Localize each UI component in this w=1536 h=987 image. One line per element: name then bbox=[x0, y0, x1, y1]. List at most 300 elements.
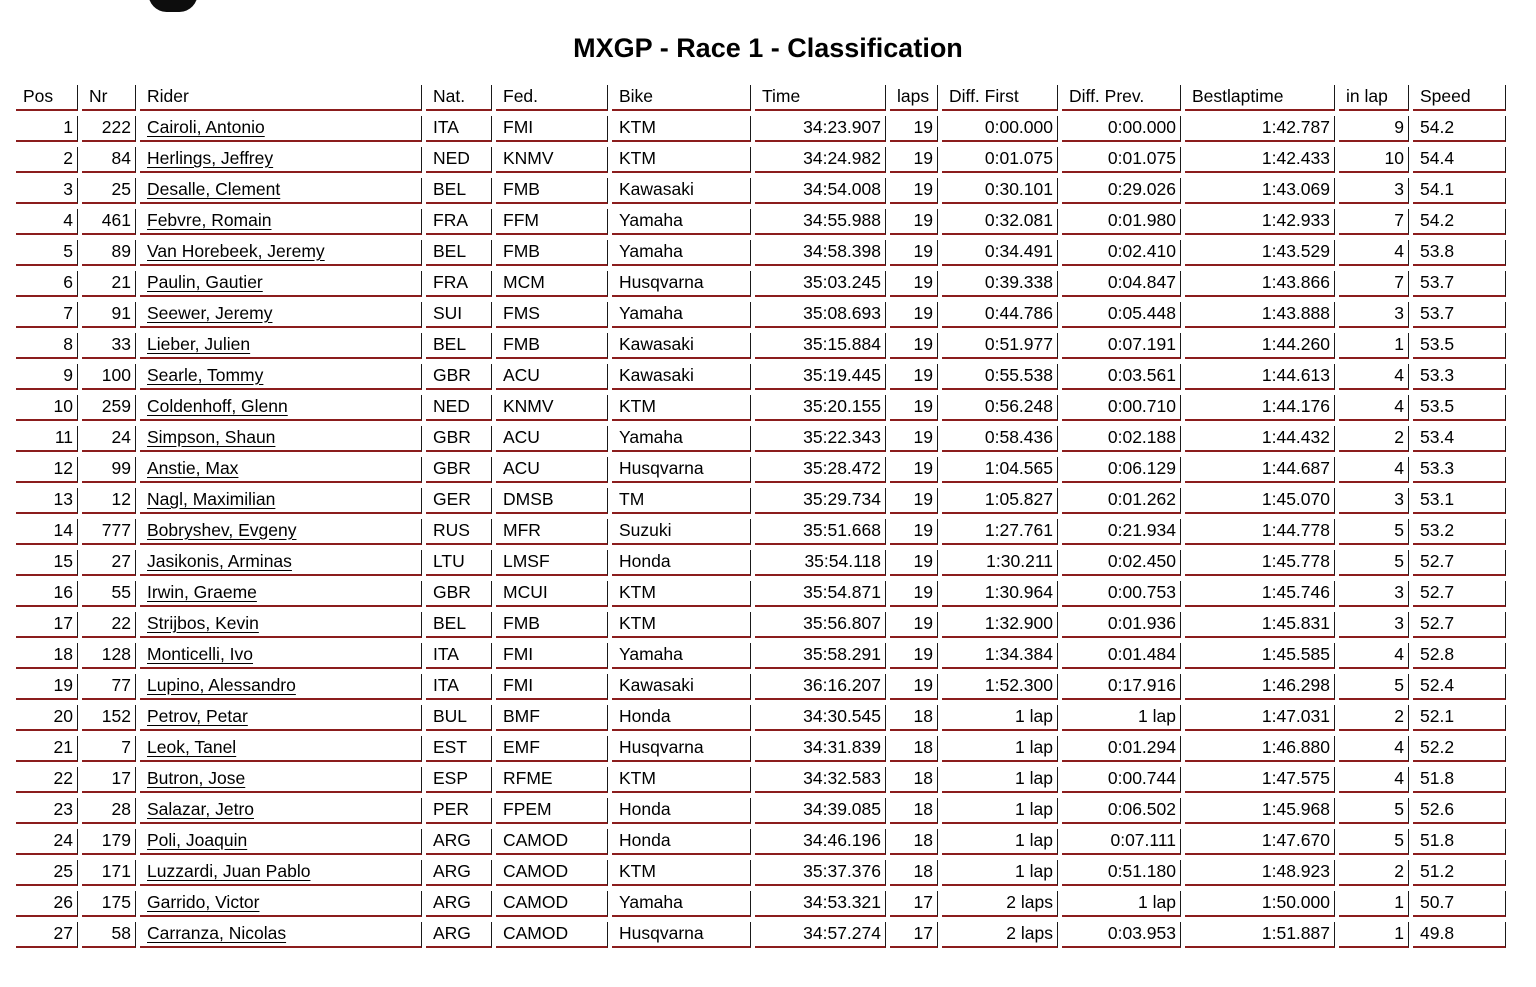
table-row bbox=[16, 674, 1506, 700]
cell-speed: 53.7 bbox=[1413, 271, 1506, 297]
cell-diff_prev: 0:17.916 bbox=[1062, 674, 1181, 700]
cell-rider bbox=[140, 767, 422, 793]
cell-bestlaptime: 1:46.880 bbox=[1185, 736, 1335, 762]
cell-pos: 23 bbox=[16, 798, 78, 824]
table-row bbox=[16, 240, 1506, 266]
table-header-row bbox=[16, 85, 1506, 111]
cell-time: 35:54.118 bbox=[755, 550, 886, 576]
cell-rider bbox=[140, 891, 422, 917]
cell-bestlaptime: 1:44.778 bbox=[1185, 519, 1335, 545]
cell-nat: ARG bbox=[426, 860, 492, 886]
cell-in_lap: 1 bbox=[1339, 891, 1409, 917]
rider-name-link[interactable]: Luzzardi, Juan Pablo bbox=[147, 861, 311, 881]
rider-name-link[interactable]: Seewer, Jeremy bbox=[147, 303, 273, 323]
cell-diff_prev: 1 lap bbox=[1062, 891, 1181, 917]
cell-bestlaptime: 1:42.787 bbox=[1185, 116, 1335, 142]
cell-speed: 52.7 bbox=[1413, 581, 1506, 607]
cell-time: 35:22.343 bbox=[755, 426, 886, 452]
cell-diff_prev: 0:02.188 bbox=[1062, 426, 1181, 452]
cell-fed: MCUI bbox=[496, 581, 608, 607]
cell-laps: 18 bbox=[890, 829, 938, 855]
cell-rider bbox=[140, 116, 422, 142]
cell-diff_prev: 0:00.710 bbox=[1062, 395, 1181, 421]
cell-pos: 18 bbox=[16, 643, 78, 669]
cell-rider bbox=[140, 705, 422, 731]
table-row bbox=[16, 209, 1506, 235]
cell-time: 36:16.207 bbox=[755, 674, 886, 700]
cell-bike: Yamaha bbox=[612, 302, 751, 328]
cell-in_lap: 3 bbox=[1339, 178, 1409, 204]
cell-diff_prev: 0:29.026 bbox=[1062, 178, 1181, 204]
cell-diff_first: 0:55.538 bbox=[942, 364, 1058, 390]
cell-nr: 27 bbox=[82, 550, 136, 576]
cell-speed: 53.2 bbox=[1413, 519, 1506, 545]
cell-time: 35:15.884 bbox=[755, 333, 886, 359]
classification-table bbox=[12, 80, 1510, 953]
column-header-bestlaptime: Bestlaptime bbox=[1185, 85, 1335, 111]
cell-bike: Kawasaki bbox=[612, 178, 751, 204]
cell-bike: Husqvarna bbox=[612, 457, 751, 483]
cell-nr: 89 bbox=[82, 240, 136, 266]
cell-laps: 19 bbox=[890, 147, 938, 173]
cell-bestlaptime: 1:47.575 bbox=[1185, 767, 1335, 793]
cell-diff_first: 0:32.081 bbox=[942, 209, 1058, 235]
rider-name-link[interactable]: Desalle, Clement bbox=[147, 179, 281, 199]
rider-name-link[interactable]: Cairoli, Antonio bbox=[147, 117, 265, 137]
cell-nat: NED bbox=[426, 147, 492, 173]
cell-diff_prev: 0:01.484 bbox=[1062, 643, 1181, 669]
cell-bestlaptime: 1:42.433 bbox=[1185, 147, 1335, 173]
cell-diff_first: 0:34.491 bbox=[942, 240, 1058, 266]
cell-diff_prev: 0:03.561 bbox=[1062, 364, 1181, 390]
cell-laps: 18 bbox=[890, 705, 938, 731]
cell-diff_first: 1 lap bbox=[942, 767, 1058, 793]
cell-laps: 18 bbox=[890, 736, 938, 762]
rider-name-link[interactable]: Simpson, Shaun bbox=[147, 427, 276, 447]
cell-speed: 52.4 bbox=[1413, 674, 1506, 700]
cell-in_lap: 3 bbox=[1339, 302, 1409, 328]
table-row bbox=[16, 147, 1506, 173]
cell-nat: GBR bbox=[426, 426, 492, 452]
cell-nat: BUL bbox=[426, 705, 492, 731]
cell-speed: 52.7 bbox=[1413, 612, 1506, 638]
cell-diff_prev: 0:01.075 bbox=[1062, 147, 1181, 173]
page-title: MXGP - Race 1 - Classification bbox=[573, 33, 963, 63]
cell-bike: Yamaha bbox=[612, 426, 751, 452]
cell-time: 35:54.871 bbox=[755, 581, 886, 607]
cell-speed: 53.3 bbox=[1413, 457, 1506, 483]
cell-nr: 24 bbox=[82, 426, 136, 452]
cell-speed: 53.5 bbox=[1413, 333, 1506, 359]
rider-name-link[interactable]: Poli, Joaquin bbox=[147, 830, 248, 850]
cell-rider bbox=[140, 798, 422, 824]
cell-rider bbox=[140, 581, 422, 607]
cell-laps: 19 bbox=[890, 209, 938, 235]
cell-diff_prev: 0:02.410 bbox=[1062, 240, 1181, 266]
cell-rider bbox=[140, 240, 422, 266]
cell-speed: 50.7 bbox=[1413, 891, 1506, 917]
cell-nat: FRA bbox=[426, 271, 492, 297]
cell-diff_prev: 0:06.502 bbox=[1062, 798, 1181, 824]
cell-fed: CAMOD bbox=[496, 860, 608, 886]
cell-speed: 53.3 bbox=[1413, 364, 1506, 390]
cell-time: 35:51.668 bbox=[755, 519, 886, 545]
cell-diff_first: 1 lap bbox=[942, 705, 1058, 731]
cell-time: 34:58.398 bbox=[755, 240, 886, 266]
cell-diff_first: 1:27.761 bbox=[942, 519, 1058, 545]
table-row bbox=[16, 395, 1506, 421]
cell-diff_first: 2 laps bbox=[942, 891, 1058, 917]
cell-fed: ACU bbox=[496, 364, 608, 390]
rider-name-link[interactable]: Butron, Jose bbox=[147, 768, 246, 788]
column-header-nr: Nr bbox=[82, 85, 136, 111]
cell-fed: LMSF bbox=[496, 550, 608, 576]
cell-diff_prev: 1 lap bbox=[1062, 705, 1181, 731]
cell-bestlaptime: 1:47.031 bbox=[1185, 705, 1335, 731]
rider-name-link[interactable]: Van Horebeek, Jeremy bbox=[147, 241, 325, 261]
cell-in_lap: 5 bbox=[1339, 519, 1409, 545]
cell-bike: Yamaha bbox=[612, 891, 751, 917]
cell-bike: KTM bbox=[612, 395, 751, 421]
cell-bike: Suzuki bbox=[612, 519, 751, 545]
cell-fed: FMB bbox=[496, 178, 608, 204]
cell-nr: 84 bbox=[82, 147, 136, 173]
cell-time: 34:24.982 bbox=[755, 147, 886, 173]
table-row bbox=[16, 891, 1506, 917]
rider-name-link[interactable]: Jasikonis, Arminas bbox=[147, 551, 292, 571]
cell-speed: 52.2 bbox=[1413, 736, 1506, 762]
cell-laps: 18 bbox=[890, 767, 938, 793]
cell-bestlaptime: 1:43.529 bbox=[1185, 240, 1335, 266]
cell-bestlaptime: 1:50.000 bbox=[1185, 891, 1335, 917]
cell-nr: 222 bbox=[82, 116, 136, 142]
cell-diff_prev: 0:03.953 bbox=[1062, 922, 1181, 948]
column-header-speed: Speed bbox=[1413, 85, 1506, 111]
cell-bestlaptime: 1:44.432 bbox=[1185, 426, 1335, 452]
cell-time: 34:57.274 bbox=[755, 922, 886, 948]
cell-time: 34:30.545 bbox=[755, 705, 886, 731]
cell-time: 34:32.583 bbox=[755, 767, 886, 793]
cell-fed: FMI bbox=[496, 116, 608, 142]
rider-name-link[interactable]: Monticelli, Ivo bbox=[147, 644, 254, 664]
cell-nat: NED bbox=[426, 395, 492, 421]
cell-bestlaptime: 1:43.888 bbox=[1185, 302, 1335, 328]
cell-diff_first: 1:32.900 bbox=[942, 612, 1058, 638]
rider-name-link[interactable]: Carranza, Nicolas bbox=[147, 923, 287, 943]
cell-fed: ACU bbox=[496, 457, 608, 483]
table-row bbox=[16, 302, 1506, 328]
cell-diff_prev: 0:07.111 bbox=[1062, 829, 1181, 855]
cell-nat: BEL bbox=[426, 612, 492, 638]
cell-nr: 152 bbox=[82, 705, 136, 731]
cell-in_lap: 3 bbox=[1339, 612, 1409, 638]
cell-time: 35:29.734 bbox=[755, 488, 886, 514]
cell-rider bbox=[140, 922, 422, 948]
cell-in_lap: 4 bbox=[1339, 240, 1409, 266]
cell-diff_first: 0:58.436 bbox=[942, 426, 1058, 452]
column-header-laps: laps bbox=[890, 85, 938, 111]
cell-nat: BEL bbox=[426, 333, 492, 359]
cell-rider bbox=[140, 519, 422, 545]
cell-laps: 19 bbox=[890, 178, 938, 204]
cell-in_lap: 3 bbox=[1339, 488, 1409, 514]
cell-laps: 19 bbox=[890, 550, 938, 576]
cell-in_lap: 9 bbox=[1339, 116, 1409, 142]
cell-in_lap: 2 bbox=[1339, 860, 1409, 886]
cell-speed: 54.4 bbox=[1413, 147, 1506, 173]
cell-pos: 1 bbox=[16, 116, 78, 142]
cell-pos: 2 bbox=[16, 147, 78, 173]
cell-speed: 52.7 bbox=[1413, 550, 1506, 576]
cell-time: 35:08.693 bbox=[755, 302, 886, 328]
table-row bbox=[16, 643, 1506, 669]
cell-diff_first: 1 lap bbox=[942, 829, 1058, 855]
cell-bestlaptime: 1:45.585 bbox=[1185, 643, 1335, 669]
cell-laps: 19 bbox=[890, 457, 938, 483]
rider-name-link[interactable]: Garrido, Victor bbox=[147, 892, 260, 912]
rider-name-link[interactable]: Salazar, Jetro bbox=[147, 799, 254, 819]
rider-name-link[interactable]: Herlings, Jeffrey bbox=[147, 148, 274, 168]
cell-diff_first: 0:30.101 bbox=[942, 178, 1058, 204]
cell-bestlaptime: 1:44.260 bbox=[1185, 333, 1335, 359]
cell-laps: 19 bbox=[890, 333, 938, 359]
cell-in_lap: 1 bbox=[1339, 333, 1409, 359]
cell-nr: 100 bbox=[82, 364, 136, 390]
cell-nr: 21 bbox=[82, 271, 136, 297]
cell-bike: Yamaha bbox=[612, 209, 751, 235]
cell-nat: LTU bbox=[426, 550, 492, 576]
cell-bestlaptime: 1:51.887 bbox=[1185, 922, 1335, 948]
cell-rider bbox=[140, 395, 422, 421]
cell-rider bbox=[140, 829, 422, 855]
table-row bbox=[16, 178, 1506, 204]
cell-in_lap: 7 bbox=[1339, 271, 1409, 297]
cell-bestlaptime: 1:44.613 bbox=[1185, 364, 1335, 390]
cell-bike: KTM bbox=[612, 860, 751, 886]
table-row bbox=[16, 333, 1506, 359]
cell-pos: 17 bbox=[16, 612, 78, 638]
cell-rider bbox=[140, 209, 422, 235]
cell-laps: 19 bbox=[890, 364, 938, 390]
cell-time: 35:37.376 bbox=[755, 860, 886, 886]
cell-bestlaptime: 1:46.298 bbox=[1185, 674, 1335, 700]
cell-time: 35:28.472 bbox=[755, 457, 886, 483]
cell-bike: Yamaha bbox=[612, 240, 751, 266]
cell-rider bbox=[140, 271, 422, 297]
cell-speed: 51.8 bbox=[1413, 767, 1506, 793]
rider-name-link[interactable]: Petrov, Petar bbox=[147, 706, 248, 726]
cell-rider bbox=[140, 488, 422, 514]
cell-nat: ARG bbox=[426, 829, 492, 855]
cell-pos: 25 bbox=[16, 860, 78, 886]
cell-pos: 16 bbox=[16, 581, 78, 607]
rider-name-link[interactable]: Paulin, Gautier bbox=[147, 272, 263, 292]
cell-diff_first: 1:30.964 bbox=[942, 581, 1058, 607]
rider-name-link[interactable]: Nagl, Maximilian bbox=[147, 489, 276, 509]
cell-bestlaptime: 1:45.746 bbox=[1185, 581, 1335, 607]
cell-rider bbox=[140, 178, 422, 204]
cell-nr: 91 bbox=[82, 302, 136, 328]
cell-nr: 55 bbox=[82, 581, 136, 607]
cell-nr: 179 bbox=[82, 829, 136, 855]
cell-pos: 11 bbox=[16, 426, 78, 452]
cell-laps: 19 bbox=[890, 240, 938, 266]
cell-nr: 77 bbox=[82, 674, 136, 700]
cell-time: 34:53.321 bbox=[755, 891, 886, 917]
column-header-diff_prev: Diff. Prev. bbox=[1062, 85, 1181, 111]
cell-laps: 19 bbox=[890, 519, 938, 545]
cell-nat: PER bbox=[426, 798, 492, 824]
cell-time: 34:46.196 bbox=[755, 829, 886, 855]
cell-pos: 21 bbox=[16, 736, 78, 762]
table-row bbox=[16, 736, 1506, 762]
cell-in_lap: 5 bbox=[1339, 829, 1409, 855]
table-row bbox=[16, 581, 1506, 607]
rider-name-link[interactable]: Anstie, Max bbox=[147, 458, 239, 478]
cell-diff_first: 1:30.211 bbox=[942, 550, 1058, 576]
cell-fed: CAMOD bbox=[496, 922, 608, 948]
cell-nr: 175 bbox=[82, 891, 136, 917]
cell-nr: 128 bbox=[82, 643, 136, 669]
cell-nr: 777 bbox=[82, 519, 136, 545]
cell-diff_prev: 0:00.000 bbox=[1062, 116, 1181, 142]
cell-diff_prev: 0:04.847 bbox=[1062, 271, 1181, 297]
cell-diff_prev: 0:01.294 bbox=[1062, 736, 1181, 762]
cell-bestlaptime: 1:44.176 bbox=[1185, 395, 1335, 421]
column-header-in_lap: in lap bbox=[1339, 85, 1409, 111]
table-row bbox=[16, 364, 1506, 390]
cell-nr: 7 bbox=[82, 736, 136, 762]
cell-time: 34:55.988 bbox=[755, 209, 886, 235]
cell-pos: 9 bbox=[16, 364, 78, 390]
rider-name-link[interactable]: Leok, Tanel bbox=[147, 737, 237, 757]
cell-bestlaptime: 1:47.670 bbox=[1185, 829, 1335, 855]
column-header-diff_first: Diff. First bbox=[942, 85, 1058, 111]
rider-name-link[interactable]: Febvre, Romain bbox=[147, 210, 272, 230]
cell-fed: KNMV bbox=[496, 147, 608, 173]
rider-name-link[interactable]: Lieber, Julien bbox=[147, 334, 251, 354]
cell-diff_first: 0:00.000 bbox=[942, 116, 1058, 142]
cell-diff_first: 2 laps bbox=[942, 922, 1058, 948]
cell-bestlaptime: 1:45.778 bbox=[1185, 550, 1335, 576]
cell-rider bbox=[140, 302, 422, 328]
cell-bike: Husqvarna bbox=[612, 271, 751, 297]
cell-bike: KTM bbox=[612, 767, 751, 793]
rider-name-link[interactable]: Strijbos, Kevin bbox=[147, 613, 259, 633]
table-row bbox=[16, 519, 1506, 545]
cell-rider bbox=[140, 426, 422, 452]
cell-nat: ARG bbox=[426, 891, 492, 917]
column-header-fed: Fed. bbox=[496, 85, 608, 111]
cell-fed: FMI bbox=[496, 674, 608, 700]
table-row bbox=[16, 860, 1506, 886]
cell-time: 34:31.839 bbox=[755, 736, 886, 762]
partial-logo-icon bbox=[148, 0, 198, 12]
cell-diff_prev: 0:07.191 bbox=[1062, 333, 1181, 359]
cell-nr: 171 bbox=[82, 860, 136, 886]
cell-bike: TM bbox=[612, 488, 751, 514]
cell-laps: 19 bbox=[890, 488, 938, 514]
column-header-bike: Bike bbox=[612, 85, 751, 111]
cell-fed: CAMOD bbox=[496, 891, 608, 917]
cell-in_lap: 1 bbox=[1339, 922, 1409, 948]
cell-diff_prev: 0:01.936 bbox=[1062, 612, 1181, 638]
cell-rider bbox=[140, 147, 422, 173]
cell-in_lap: 7 bbox=[1339, 209, 1409, 235]
cell-bike: Honda bbox=[612, 550, 751, 576]
table-row bbox=[16, 922, 1506, 948]
cell-fed: FMS bbox=[496, 302, 608, 328]
cell-nat: GBR bbox=[426, 364, 492, 390]
cell-nr: 28 bbox=[82, 798, 136, 824]
cell-nr: 259 bbox=[82, 395, 136, 421]
cell-diff_first: 1:52.300 bbox=[942, 674, 1058, 700]
cell-pos: 10 bbox=[16, 395, 78, 421]
cell-bike: KTM bbox=[612, 581, 751, 607]
cell-speed: 53.1 bbox=[1413, 488, 1506, 514]
cell-diff_first: 1:34.384 bbox=[942, 643, 1058, 669]
cell-diff_first: 0:39.338 bbox=[942, 271, 1058, 297]
cell-diff_first: 0:51.977 bbox=[942, 333, 1058, 359]
cell-time: 35:20.155 bbox=[755, 395, 886, 421]
cell-bike: Husqvarna bbox=[612, 922, 751, 948]
cell-pos: 15 bbox=[16, 550, 78, 576]
cell-nat: GBR bbox=[426, 581, 492, 607]
cell-fed: MCM bbox=[496, 271, 608, 297]
column-header-pos: Pos bbox=[16, 85, 78, 111]
cell-nr: 33 bbox=[82, 333, 136, 359]
cell-bike: KTM bbox=[612, 147, 751, 173]
rider-name-link[interactable]: Irwin, Graeme bbox=[147, 582, 257, 602]
cell-diff_prev: 0:06.129 bbox=[1062, 457, 1181, 483]
cell-speed: 51.2 bbox=[1413, 860, 1506, 886]
cell-diff_first: 1 lap bbox=[942, 798, 1058, 824]
cell-time: 35:58.291 bbox=[755, 643, 886, 669]
cell-diff_first: 1 lap bbox=[942, 736, 1058, 762]
cell-diff_prev: 0:02.450 bbox=[1062, 550, 1181, 576]
cell-nat: SUI bbox=[426, 302, 492, 328]
rider-name-link[interactable]: Searle, Tommy bbox=[147, 365, 264, 385]
cell-laps: 17 bbox=[890, 891, 938, 917]
cell-bestlaptime: 1:48.923 bbox=[1185, 860, 1335, 886]
cell-laps: 19 bbox=[890, 116, 938, 142]
cell-speed: 54.1 bbox=[1413, 178, 1506, 204]
cell-rider bbox=[140, 333, 422, 359]
cell-time: 35:03.245 bbox=[755, 271, 886, 297]
table-row bbox=[16, 550, 1506, 576]
cell-in_lap: 5 bbox=[1339, 550, 1409, 576]
rider-name-link[interactable]: Bobryshev, Evgeny bbox=[147, 520, 297, 540]
cell-bestlaptime: 1:45.831 bbox=[1185, 612, 1335, 638]
cell-fed: EMF bbox=[496, 736, 608, 762]
cell-nat: RUS bbox=[426, 519, 492, 545]
cell-diff_first: 0:01.075 bbox=[942, 147, 1058, 173]
cell-nat: EST bbox=[426, 736, 492, 762]
cell-pos: 26 bbox=[16, 891, 78, 917]
cell-time: 34:23.907 bbox=[755, 116, 886, 142]
cell-diff_prev: 0:21.934 bbox=[1062, 519, 1181, 545]
cell-speed: 54.2 bbox=[1413, 209, 1506, 235]
cell-laps: 19 bbox=[890, 426, 938, 452]
cell-pos: 24 bbox=[16, 829, 78, 855]
cell-diff_first: 1 lap bbox=[942, 860, 1058, 886]
rider-name-link[interactable]: Coldenhoff, Glenn bbox=[147, 396, 288, 416]
rider-name-link[interactable]: Lupino, Alessandro bbox=[147, 675, 296, 695]
cell-nat: BEL bbox=[426, 240, 492, 266]
cell-nr: 461 bbox=[82, 209, 136, 235]
cell-nr: 22 bbox=[82, 612, 136, 638]
table-row bbox=[16, 457, 1506, 483]
